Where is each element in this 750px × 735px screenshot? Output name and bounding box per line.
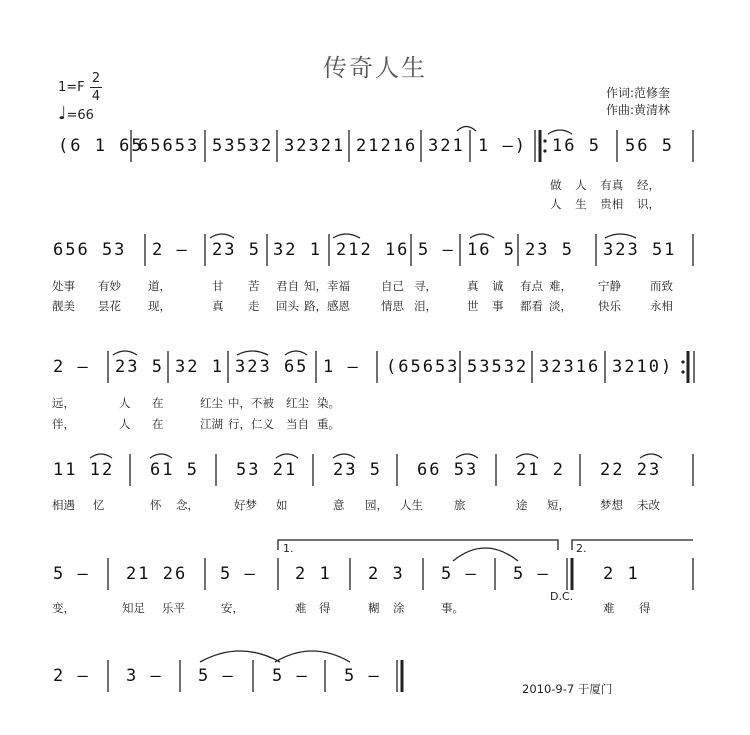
lyric-word: 重。 [317, 417, 340, 431]
lyric-word: 涂 [393, 601, 405, 615]
measure: 1 –) [478, 136, 527, 156]
lyric-word: 行，仁义 [228, 417, 274, 431]
measure: 2 1 [603, 564, 640, 584]
lyric-word: 变， [52, 601, 75, 615]
lyric-word: 未改 [637, 498, 660, 512]
measure: 5 – [272, 666, 309, 686]
slur [275, 651, 350, 662]
measure: 32316 [539, 357, 601, 377]
lyric-word: 怀 [150, 498, 162, 512]
lyric-word: 远， [52, 396, 75, 410]
lyric-word: 甘 [212, 279, 224, 293]
lyric-word: 事。 [441, 601, 464, 615]
da-capo-mark: D.C. [550, 590, 574, 603]
lyric-word: 都看 [520, 299, 543, 313]
measure: 16 5 [467, 240, 516, 260]
measure: 56 5 [625, 136, 674, 156]
repeat-dot [681, 370, 684, 373]
measure: 11 12 [53, 460, 115, 480]
lyric-word: 园， [365, 498, 388, 512]
lyric-word: 真 [212, 299, 224, 313]
key-signature: 1=F [58, 80, 85, 95]
lyric-word: 在 [152, 396, 164, 410]
measure: 32 1 [273, 240, 322, 260]
lyric-word: 短， [547, 498, 570, 512]
lyric-word: 路，感恩 [304, 299, 350, 313]
time-sig-top: 2 [91, 71, 101, 86]
slur [457, 127, 476, 132]
measure: 2 1 [295, 564, 332, 584]
measure: 321 [428, 136, 465, 156]
measure: 5 – [441, 564, 478, 584]
slur [453, 548, 518, 561]
measure: 1 – [323, 357, 360, 377]
slur [210, 234, 234, 238]
repeat-dot [681, 360, 684, 363]
lyric-word: 安， [221, 601, 244, 615]
measure: 53 21 [236, 460, 298, 480]
measure: 16 5 [552, 136, 601, 156]
lyric-word: 有妙 [98, 279, 121, 293]
lyric-word: 难 [603, 601, 615, 615]
lyric-word: 泪， [414, 299, 437, 313]
volta-2-label: 2. [576, 542, 587, 555]
lyric-word: 情思 [381, 299, 404, 313]
slur [150, 454, 172, 458]
measure: (6 1 65 [58, 136, 144, 156]
lyric-word: 难 [295, 601, 307, 615]
measure: (65653 [386, 357, 460, 377]
measure: 212 16 [336, 240, 410, 260]
measure: 23 5 [115, 357, 164, 377]
lyric-word: 中，不被 [228, 396, 274, 410]
slur [113, 351, 137, 355]
measure: 3210) [612, 357, 674, 377]
measure: 5 – [53, 564, 90, 584]
composer-credit: 作曲:黄清林 [606, 103, 671, 117]
lyric-word: 忆 [93, 498, 105, 512]
lyric-word: 途 [516, 498, 528, 512]
lyric-word: 道， [148, 279, 171, 293]
slur [605, 234, 636, 238]
lyric-word: 当自 [286, 417, 309, 431]
slur [237, 351, 268, 355]
slur [200, 651, 280, 662]
lyric-word: 苦 [248, 279, 260, 293]
slur [456, 454, 478, 458]
repeat-dot [543, 139, 546, 142]
lyric-word: 真 [467, 279, 479, 293]
measure: 5 – [220, 564, 257, 584]
lyric-word: 得 [319, 601, 331, 615]
measure: 23 5 [212, 240, 261, 260]
lyricist-credit: 作词:范修奎 [606, 86, 671, 100]
lyric-word: 世 [467, 299, 479, 313]
lyric-word: 在 [152, 417, 164, 431]
slur [333, 454, 355, 458]
lyric-word: 红尘 [200, 396, 223, 410]
lyric-word: 难， [549, 279, 572, 293]
slur [640, 454, 662, 458]
volta-bracket [278, 540, 558, 550]
measure: 2 – [53, 666, 90, 686]
lyric-word: 宁静 [598, 279, 621, 293]
composition-date: 2010-9-7 于厦门 [522, 682, 613, 696]
measure: 2 3 [368, 564, 405, 584]
lyric-word: 淡， [549, 299, 572, 313]
lyric-word: 相遇 [52, 498, 75, 512]
lyric-word: 人 [119, 396, 131, 410]
lyric-word: 诚 [492, 279, 504, 293]
lyric-word: 得 [639, 601, 651, 615]
lyric-word: 自己 [381, 279, 404, 293]
slur [285, 351, 307, 355]
lyric-word: 念， [176, 498, 199, 512]
lyric-word: 红尘 [286, 396, 309, 410]
measure: 3 – [126, 666, 163, 686]
measure: 2 – [152, 240, 189, 260]
lyric-word: 永相 [650, 299, 673, 313]
measure: 23 5 [525, 240, 574, 260]
measure: 53532 [212, 136, 274, 156]
measure: 21 26 [126, 564, 188, 584]
lyric-word: 江湖 [200, 417, 223, 431]
volta-bracket [572, 540, 693, 550]
volta-1-label: 1. [283, 542, 294, 555]
tempo-value: =66 [66, 108, 94, 123]
lyric-word: 现， [148, 299, 171, 313]
slur [333, 234, 360, 238]
measure: 5 – [513, 564, 550, 584]
lyric-word: 意 [333, 498, 345, 512]
slur [516, 454, 538, 458]
lyric-word: 糊 [368, 601, 380, 615]
lyric-line-2: 人 生 贵相 识， [550, 197, 660, 211]
slur [548, 130, 572, 134]
song-title: 传奇人生 [323, 54, 427, 82]
lyric-line-1: 做 人 有真 经， [550, 178, 660, 192]
quarter-note-icon: ♩ [58, 103, 67, 124]
slur [90, 454, 112, 458]
measure: 2 – [53, 357, 90, 377]
measure: 323 51 [603, 240, 677, 260]
slur [470, 234, 494, 238]
lyric-word: 有点 [520, 279, 543, 293]
lyric-word: 处事 [52, 279, 75, 293]
lyric-word: 人生 [400, 498, 423, 512]
lyric-word: 昙花 [98, 299, 121, 313]
repeat-dot [543, 149, 546, 152]
lyric-word: 人 [119, 417, 131, 431]
measure: 5 – [418, 240, 455, 260]
lyric-word: 乐平 [162, 601, 185, 615]
lyric-word: 知足 [122, 601, 145, 615]
lyric-word: 寻， [414, 279, 437, 293]
measure: 323 65 [235, 357, 309, 377]
lyric-word: 靓美 [52, 299, 75, 313]
lyric-word: 回头 [276, 299, 299, 313]
measure: 21 2 [516, 460, 565, 480]
measure: 61 5 [150, 460, 199, 480]
measure: 5 – [198, 666, 235, 686]
measure: 23 5 [333, 460, 382, 480]
measure: 53532 [467, 357, 529, 377]
lyric-word: 走 [248, 299, 260, 313]
measure: 656 53 [53, 240, 127, 260]
lyric-word: 知，幸福 [304, 279, 350, 293]
time-sig-bottom: 4 [91, 89, 101, 104]
measure: 22 23 [600, 460, 662, 480]
lyric-word: 如 [276, 498, 288, 512]
lyric-word: 好梦 [234, 498, 257, 512]
measure: 66 53 [417, 460, 479, 480]
lyric-word: 事 [492, 299, 504, 313]
measure: 5 – [344, 666, 381, 686]
measure: 32321 [284, 136, 346, 156]
lyric-word: 染。 [317, 396, 340, 410]
measure: 21216 [356, 136, 418, 156]
lyric-word: 旅 [454, 498, 466, 512]
lyric-word: 君自 [276, 279, 299, 293]
lyric-word: 快乐 [598, 299, 621, 313]
measure: 65653 [138, 136, 200, 156]
lyric-word: 伴， [52, 417, 75, 431]
lyric-word: 梦想 [600, 498, 623, 512]
slur [276, 454, 298, 458]
lyric-word: 而致 [650, 279, 673, 293]
measure: 32 1 [175, 357, 224, 377]
